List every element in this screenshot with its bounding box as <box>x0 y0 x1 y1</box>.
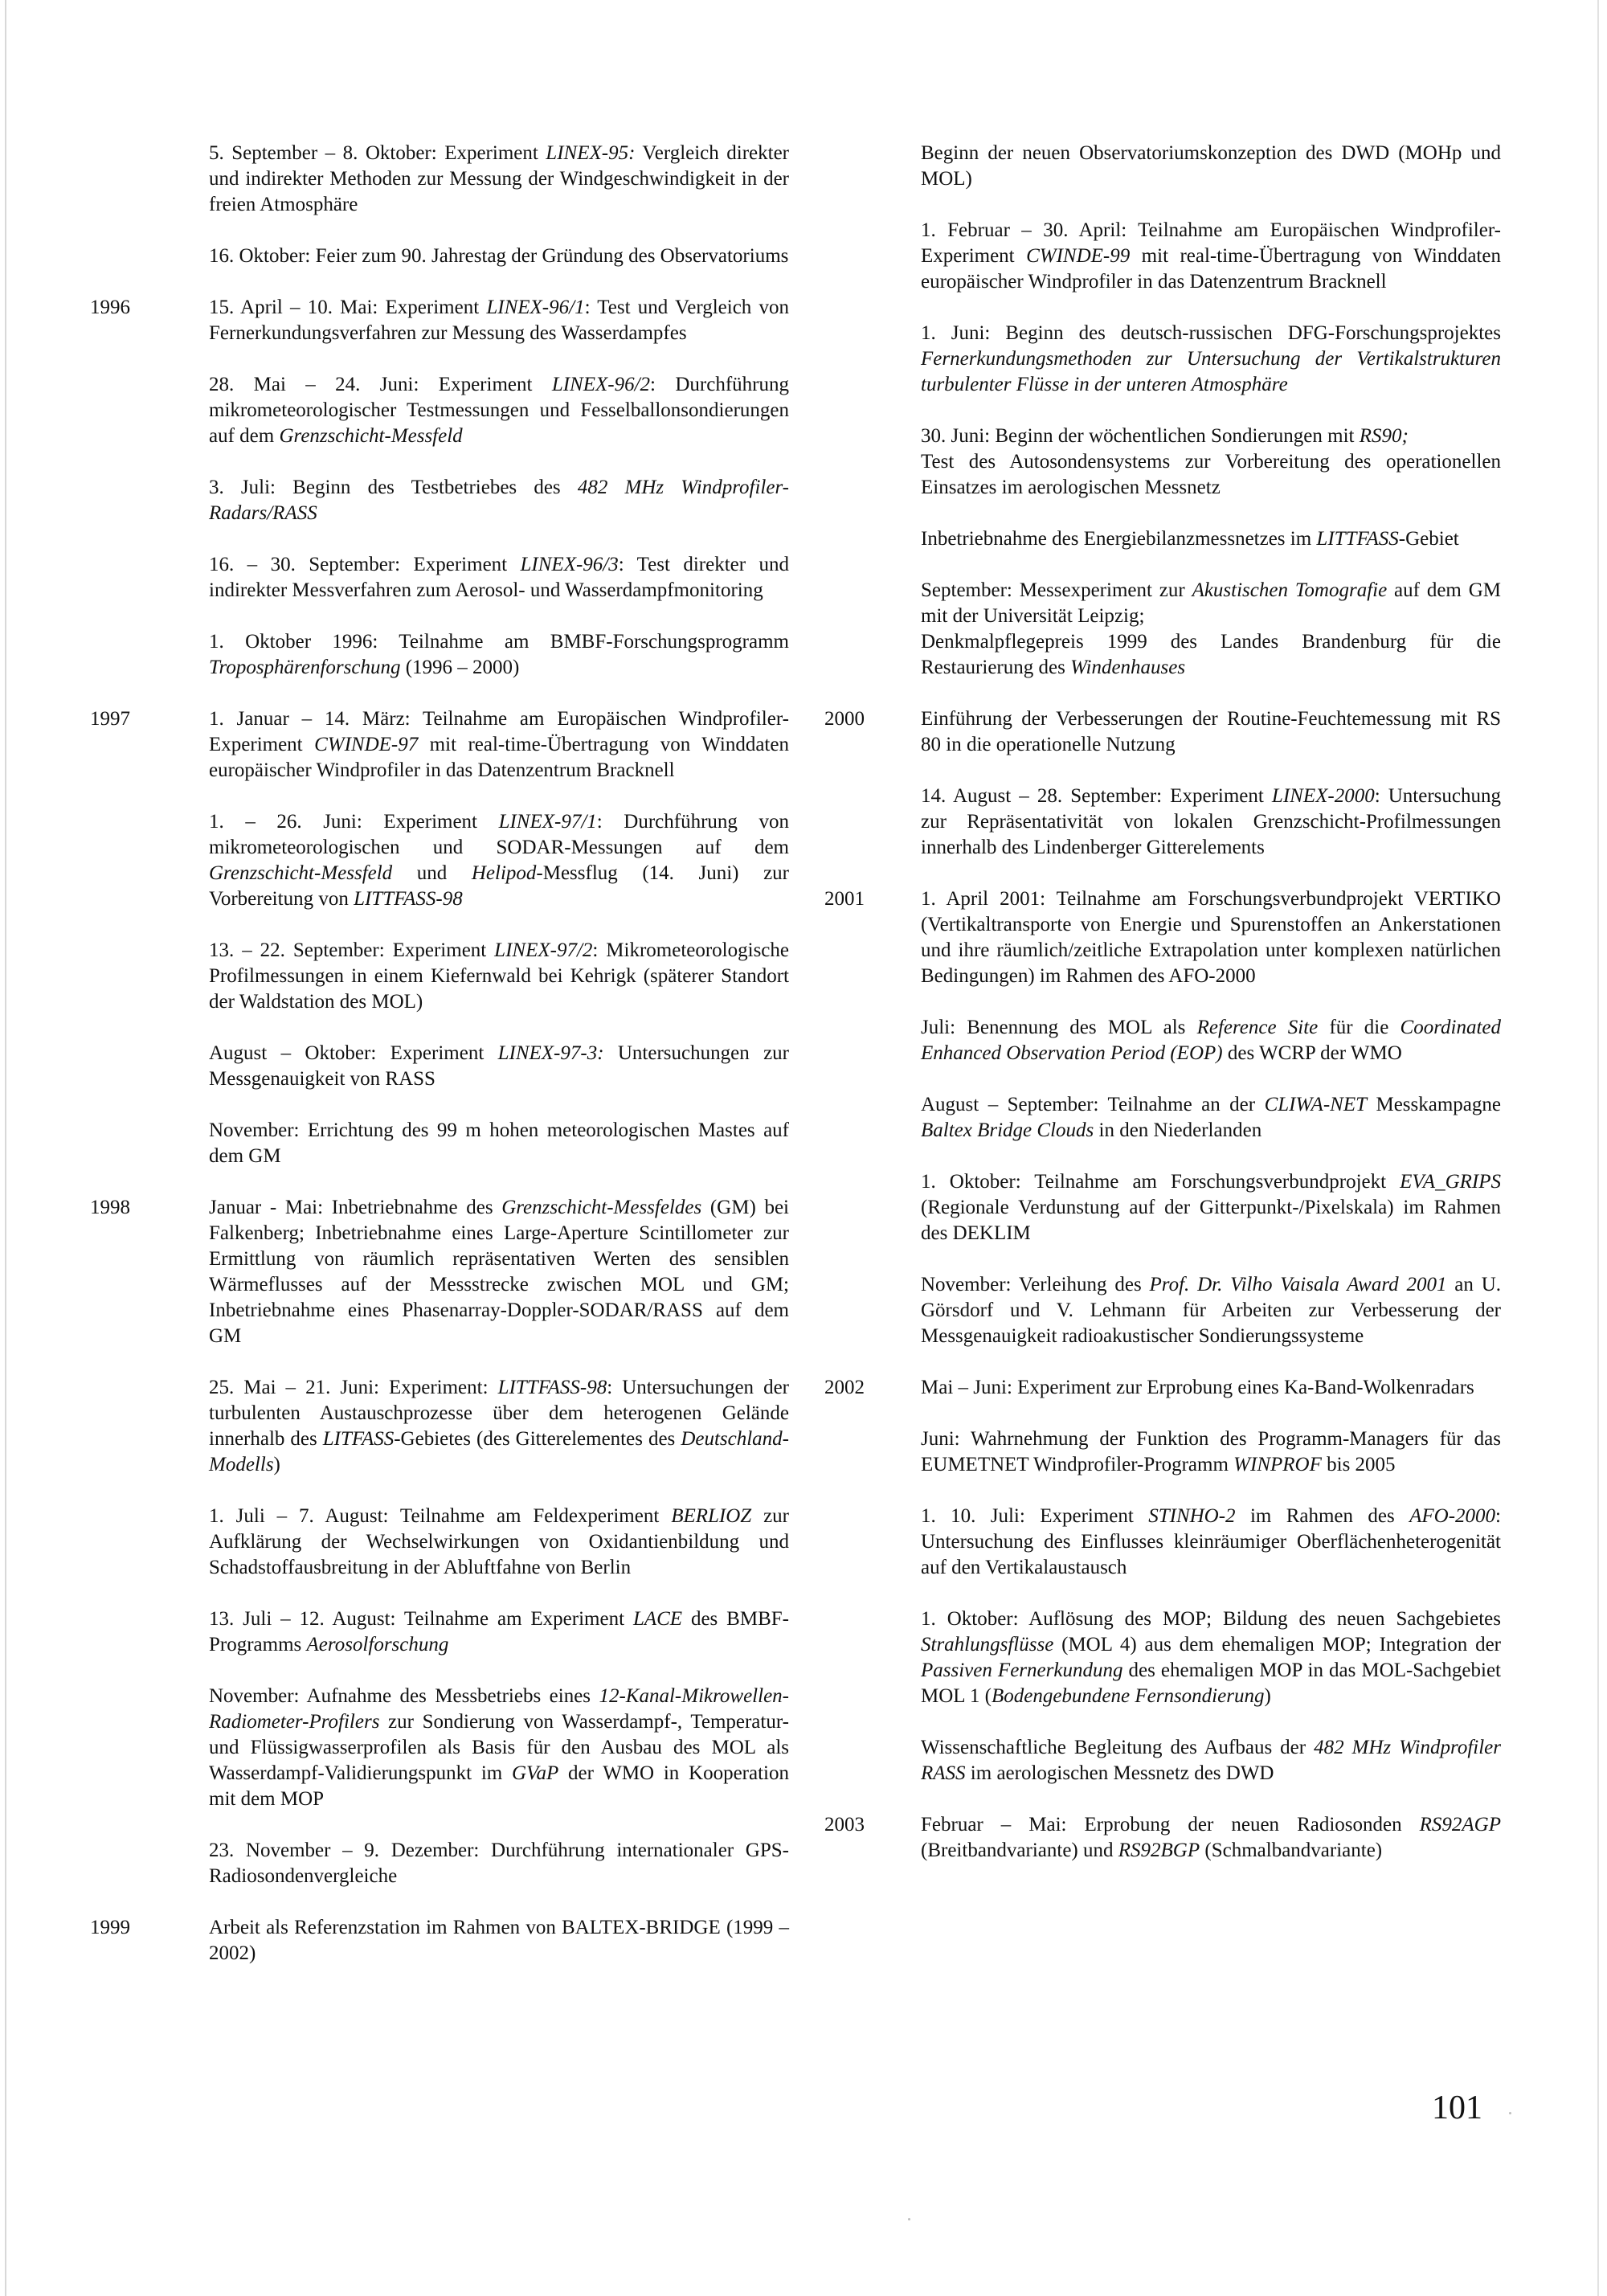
year-label: 1998 <box>90 1197 130 1218</box>
timeline-entry <box>209 629 789 681</box>
timeline-entry <box>209 552 789 604</box>
timeline-entry <box>90 706 789 784</box>
year-label: 2003 <box>824 1814 865 1836</box>
timeline-entry <box>209 1838 789 1889</box>
timeline-entry <box>921 1426 1501 1478</box>
entry-text: Juni: Wahrnehmung der Funktion des Programm-Managers für das EUMETNET Windprofiler-Programm WINPROF bis 2005 <box>921 1428 1501 1475</box>
timeline-entry <box>824 1375 1501 1401</box>
entry-text: 13. – 22. September: Experiment LINEX-97/2: Mikrometeorologische Profilmessungen in einem Kiefernwald bei Kehrigk (späterer Standort der Waldstation des MOL) <box>209 939 789 1013</box>
year-label: 2001 <box>824 888 865 910</box>
entry-text: 1. – 26. Juni: Experiment LINEX-97/1: Durchführung von mikrometeorologischen und SODAR-Messungen auf dem Grenzschicht-Messfeld und Helipod-Messflug (14. Juni) zur Vorbereitung von LITTFASS-98 <box>209 811 789 910</box>
timeline-entry <box>921 1169 1501 1246</box>
entry-text: 1. 10. Juli: Experiment STINHO-2 im Rahmen des AFO-2000: Untersuchung des Einflusses kleinräumiger Oberflächenheterogenität auf den Vertikalaustausch <box>921 1505 1501 1578</box>
timeline-entry <box>921 321 1501 398</box>
entry-text: Inbetriebnahme des Energiebilanzmessnetzes im LITTFASS-Gebiet <box>921 528 1459 550</box>
entry-text: November: Errichtung des 99 m hohen meteorologischen Mastes auf dem GM <box>209 1119 789 1167</box>
entry-text: Einführung der Verbesserungen der Routine-Feuchtemessung mit RS 80 in die operationelle Nutzung <box>921 708 1501 755</box>
timeline-entry <box>921 1735 1501 1786</box>
entry-text: 16. Oktober: Feier zum 90. Jahrestag der Gründung des Observatoriums <box>209 245 789 267</box>
timeline-entry <box>90 1195 789 1349</box>
entry-text: 25. Mai – 21. Juni: Experiment: LITTFASS-98: Untersuchungen der turbulenten Austauschprozesse über dem heterogenen Gelände innerhalb des LITFASS-Gebietes (des Gitterelementes des Deutschland-Modells) <box>209 1377 790 1475</box>
timeline-entry <box>209 1041 789 1092</box>
entry-text: 1. Oktober: Auflösung des MOP; Bildung des neuen Sachgebietes Strahlungsflüsse (MOL 4) aus dem ehemaligen MOP; Integration der Passiven Fernerkundung des ehemaligen MOP in das MOL-Sachgebiet MOL 1 (Bodengebundene Fernsondierung) <box>921 1608 1501 1707</box>
right-column <box>824 141 1502 1889</box>
timeline-entry <box>209 1375 789 1478</box>
timeline-entry <box>921 784 1501 861</box>
timeline-entry <box>921 578 1501 681</box>
timeline-entry <box>921 526 1501 552</box>
year-label: 1999 <box>90 1917 130 1938</box>
timeline-entry <box>90 1915 789 1967</box>
timeline-entry <box>209 1504 789 1581</box>
entry-text: 23. November – 9. Dezember: Durchführung internationaler GPS-Radiosondenvergleiche <box>209 1840 789 1887</box>
timeline-entry <box>824 886 1501 989</box>
scan-speck <box>1509 2112 1511 2114</box>
timeline-entry <box>921 1606 1501 1709</box>
timeline-entry <box>209 372 789 449</box>
timeline-entry <box>921 141 1501 192</box>
timeline-entry <box>921 1504 1501 1581</box>
timeline-entry <box>921 1015 1501 1066</box>
timeline-entry <box>921 424 1501 501</box>
entry-text: Arbeit als Referenzstation im Rahmen von BALTEX-BRIDGE (1999 – 2002) <box>209 1917 789 1964</box>
entry-text: 28. Mai – 24. Juni: Experiment LINEX-96/2: Durchführung mikrometeorologischer Testmessungen und Fesselballonsondierungen auf dem Grenzschicht-Messfeld <box>209 374 789 447</box>
entry-text: 1. Februar – 30. April: Teilnahme am Europäischen Windprofiler-Experiment CWINDE-99 mit real-time-Übertragung von Winddaten europäischer Windprofiler in das Datenzentrum Bracknell <box>921 219 1501 293</box>
page-number: 101 <box>1432 2089 1482 2126</box>
timeline-entry <box>209 1118 789 1169</box>
timeline-entry <box>209 938 789 1015</box>
entry-text: Februar – Mai: Erprobung der neuen Radiosonden RS92AGP (Breitbandvariante) und RS92BGP (Schmalbandvariante) <box>921 1814 1501 1861</box>
entry-text: Mai – Juni: Experiment zur Erprobung eines Ka-Band-Wolkenradars <box>921 1377 1474 1398</box>
entry-text: November: Aufnahme des Messbetriebs eines 12-Kanal-Mikrowellen-Radiometer-Profilers zur Sondierung von Wasserdampf-, Temperatur- und Flüssigwasserprofilen als Basis für den Ausbau des MOL als Wasserdampf-Validierungspunkt im GVaP der WMO in Kooperation mit dem MOP <box>209 1685 789 1810</box>
entry-text: 14. August – 28. September: Experiment LINEX-2000: Untersuchung zur Repräsentativität von lokalen Grenzschicht-Profilmessungen innerhalb des Lindenberger Gitterelements <box>921 785 1501 858</box>
entry-text: 13. Juli – 12. August: Teilnahme am Experiment LACE des BMBF-Programms Aerosolforschung <box>209 1608 789 1655</box>
entry-text: Beginn der neuen Observatoriumskonzeption des DWD (MOHp und MOL) <box>921 142 1501 190</box>
year-label: 1997 <box>90 708 130 730</box>
entry-text: August – Oktober: Experiment LINEX-97-3: Untersuchungen zur Messgenauigkeit von RASS <box>209 1042 789 1090</box>
timeline-entry <box>90 295 789 346</box>
entry-text: 1. Juni: Beginn des deutsch-russischen DFG-Forschungsprojektes Fernerkundungsmethoden zur Untersuchung der Vertikalstrukturen turbulenter Flüsse in der unteren Atmosphäre <box>921 322 1501 395</box>
timeline-entry <box>824 1812 1501 1864</box>
entry-text: 15. April – 10. Mai: Experiment LINEX-96/1: Test und Vergleich von Fernerkundungsverfahren zur Messung des Wasserdampfes <box>209 297 789 344</box>
timeline-entry <box>824 706 1501 758</box>
scan-edge-right <box>1597 0 1599 2296</box>
entry-text: 1. April 2001: Teilnahme am Forschungsverbundprojekt VERTIKO (Vertikaltransporte von Energie und Spurenstoffen an Ankerstationen und ihre räumlich/zeitliche Extrapolation unter komplexen natürlichen Bedingungen) im Rahmen des AFO-2000 <box>921 888 1501 987</box>
entry-text: Juli: Benennung des MOL als Reference Site für die Coordinated Enhanced Observation Period (EOP) des WCRP der WMO <box>921 1017 1501 1064</box>
entry-text: 1. Oktober 1996: Teilnahme am BMBF-Forschungsprogramm Troposphärenforschung (1996 – 2000) <box>209 631 789 678</box>
entry-text: 1. Oktober: Teilnahme am Forschungsverbundprojekt EVA_GRIPS (Regionale Verdunstung auf der Gitterpunkt-/Pixelskala) im Rahmen des DEKLIM <box>921 1171 1501 1244</box>
timeline-entry <box>921 218 1501 295</box>
timeline-entry <box>921 1272 1501 1349</box>
year-label: 1996 <box>90 297 130 318</box>
scan-speck <box>908 2218 910 2220</box>
entry-text: November: Verleihung des Prof. Dr. Vilho Vaisala Award 2001 an U. Görsdorf und V. Lehmann für Arbeiten zur Verbesserung der Messgenauigkeit radioakustischer Sondierungssysteme <box>921 1274 1502 1347</box>
entry-text: August – September: Teilnahme an der CLIWA-NET Messkampagne Baltex Bridge Clouds in den Niederlanden <box>921 1094 1501 1141</box>
year-label: 2002 <box>824 1377 865 1398</box>
entry-text: 30. Juni: Beginn der wöchentlichen Sondierungen mit RS90; Test des Autosondensystems zur Vorbereitung des operationellen Einsatzes im aerologischen Messnetz <box>921 425 1501 498</box>
entry-text: September: Messexperiment zur Akustischen Tomografie auf dem GM mit der Universität Leipzig; Denkmalpflegepreis 1999 des Landes Brandenburg für die Restaurierung des Windenhauses <box>921 579 1501 678</box>
timeline-entry <box>209 244 789 269</box>
entry-text: Januar - Mai: Inbetriebnahme des Grenzschicht-Messfeldes (GM) bei Falkenberg; Inbetriebnahme eines Large-Aperture Scintillometer zur Ermittlung von räumlich repräsentativen Werten des sensiblen Wärmeflusses auf der Messstrecke zwischen MOL und GM; Inbetriebnahme eines Phasenarray-Doppler-SODAR/RASS auf dem GM <box>209 1197 789 1347</box>
entry-text: 3. Juli: Beginn des Testbetriebes des 482 MHz Windprofiler-Radars/RASS <box>209 477 789 524</box>
timeline-entry <box>921 1092 1501 1144</box>
timeline-entry <box>209 1684 789 1812</box>
year-label: 2000 <box>824 708 865 730</box>
left-column <box>90 141 790 1992</box>
timeline-entry <box>209 475 789 526</box>
entry-text: 1. Januar – 14. März: Teilnahme am Europäischen Windprofiler-Experiment CWINDE-97 mit real-time-Übertragung von Winddaten europäischer Windprofiler in das Datenzentrum Bracknell <box>209 708 789 781</box>
entry-text: 16. – 30. September: Experiment LINEX-96/3: Test direkter und indirekter Messverfahren zum Aerosol- und Wasserdampfmonitoring <box>209 554 789 601</box>
timeline-entry <box>209 141 789 218</box>
timeline-entry <box>209 1606 789 1658</box>
entry-text: Wissenschaftliche Begleitung des Aufbaus der 482 MHz Windprofiler RASS im aerologischen Messnetz des DWD <box>921 1737 1501 1784</box>
scan-edge-left <box>5 0 6 2296</box>
entry-text: 1. Juli – 7. August: Teilnahme am Feldexperiment BERLIOZ zur Aufklärung der Wechselwirkungen von Oxidantienbildung und Schadstoffausbreitung in der Abluftfahne von Berlin <box>209 1505 789 1578</box>
entry-text: 5. September – 8. Oktober: Experiment LINEX-95: Vergleich direkter und indirekter Methoden zur Messung der Windgeschwindigkeit in der freien Atmosphäre <box>209 142 789 215</box>
timeline-entry <box>209 809 789 912</box>
